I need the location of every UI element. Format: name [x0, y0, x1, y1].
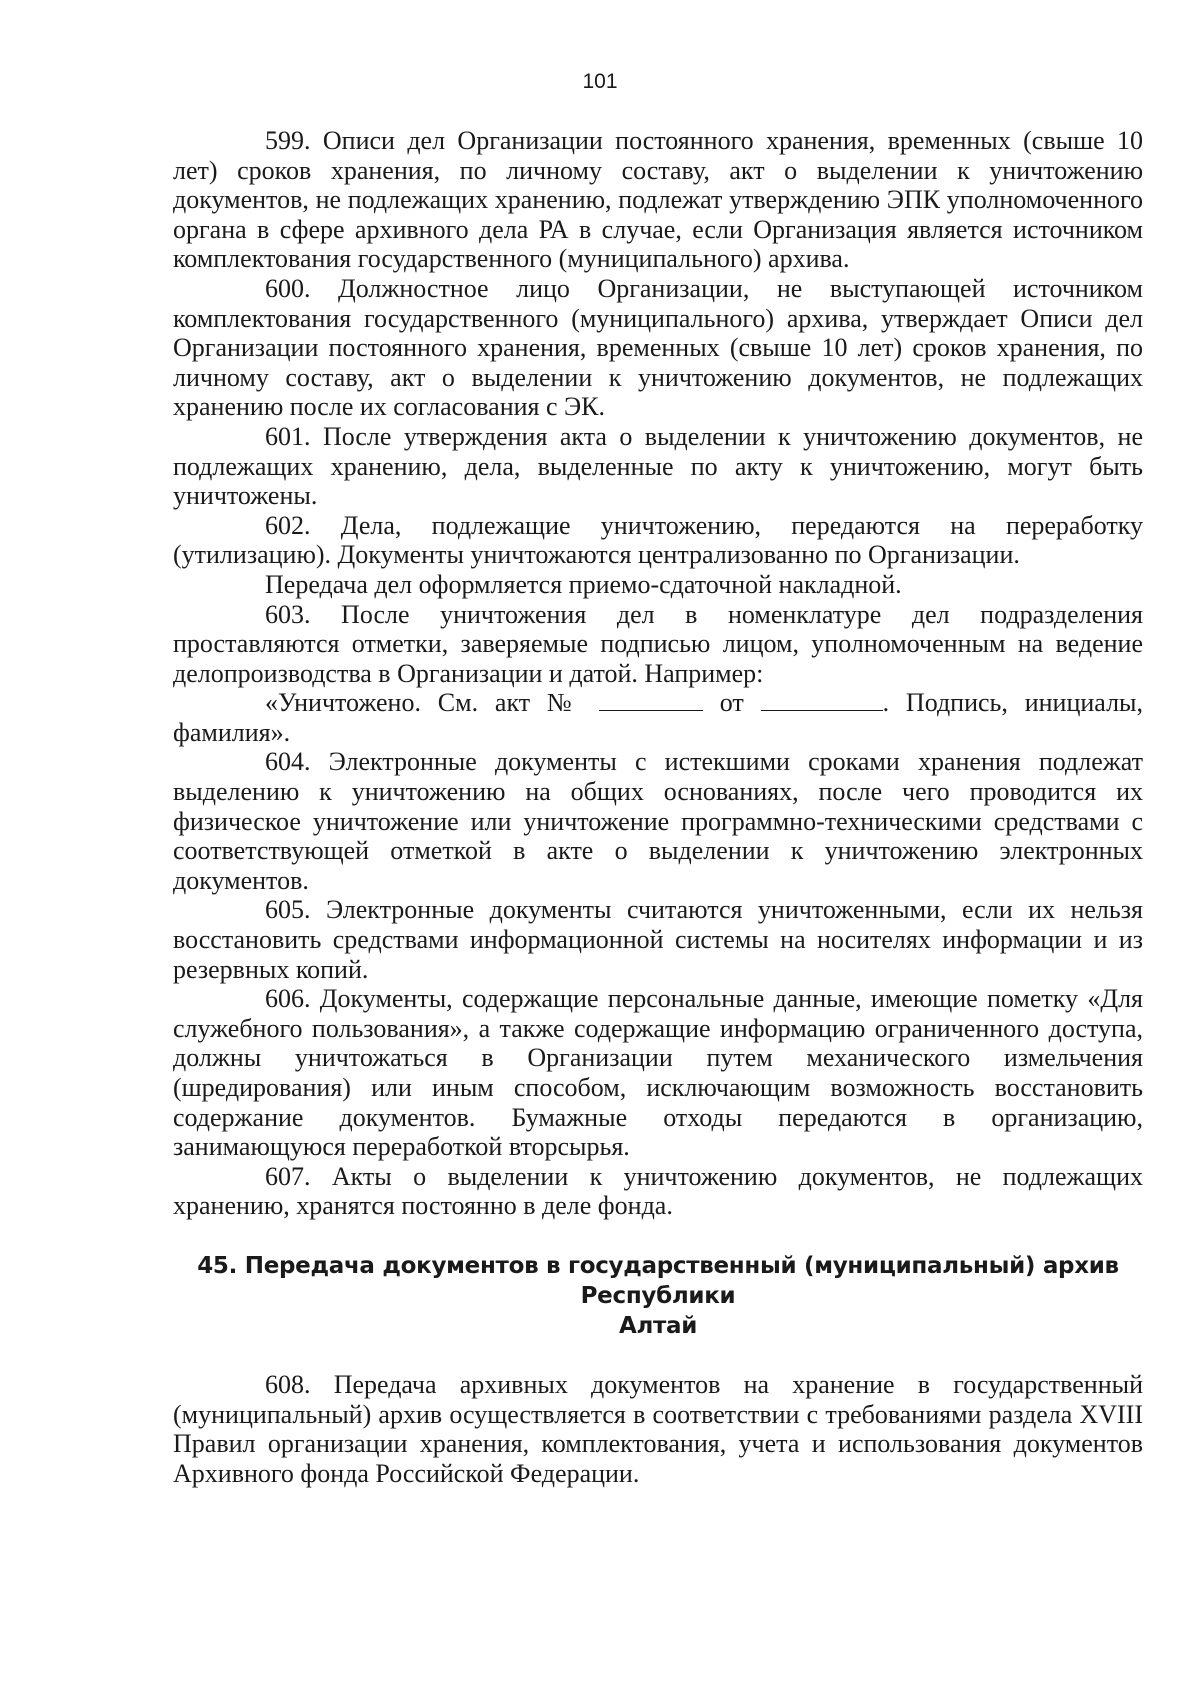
section-heading-line2: Алтай — [618, 1312, 698, 1339]
paragraph-608: 608. Передача архивных документов на хранение в государственный (муниципальный) архив осуществляется в соответствии с требованиями раздела XVIII Правил организации хранения, комплектования, учета и использования документов Архивного фонда Российской Федерации. — [173, 1369, 1143, 1488]
paragraph-604: 604. Электронные документы с истекшими сроками хранения подлежат выделению к уничтожению на общих основаниях, после чего проводится их физическое уничтожение или уничтожение программно-техническими средствами с соответствующей отметкой в акте о выделении к уничтожению электронных документов. — [173, 747, 1143, 895]
paragraph-603: 603. После уничтожения дел в номенклатуре дел подразделения проставляются отметки, заверяемые подписью лицом, уполномоченным на ведение делопроизводства в Организации и датой. Например: — [173, 599, 1143, 688]
paragraph-601: 601. После утверждения акта о выделении к уничтожению документов, не подлежащих хранению, дела, выделенные по акту к уничтожению, могут быть уничтожены. — [173, 421, 1143, 511]
example-mark-text-end: . Подпись, инициалы, фамилия». — [173, 688, 1144, 747]
example-mark-text-from: от — [719, 688, 744, 718]
paragraph-607: 607. Акты о выделении к уничтожению документов, не подлежащих хранению, хранятся постоянно в деле фонда. — [173, 1161, 1143, 1221]
paragraph-605: 605. Электронные документы считаются уничтоженными, если их нельзя восстановить средствами информационной системы на носителях информации и из резервных копий. — [173, 895, 1143, 984]
paragraph-606: 606. Документы, содержащие персональные данные, имеющие пометку «Для служебного пользования», а также содержащие информацию ограниченного доступа, должны уничтожаться в Организации путем механического измельчения (шредирования) или иным способом, исключающим возможность восстановить содержание документов. Бумажные отходы передаются в организацию, занимающуюся переработкой вторсырья. — [173, 984, 1143, 1162]
act-date-blank — [761, 688, 883, 711]
act-number-blank — [599, 688, 703, 711]
example-destruction-mark — [173, 688, 1143, 747]
document-body — [173, 126, 1143, 1488]
paragraph-599: 599. Описи дел Организации постоянного хранения, временных (свыше 10 лет) сроков хранения, по личному составу, акт о выделении к уничтожению документов, не подлежащих хранению, подлежат утверждению ЭПК уполномоченного органа в сфере архивного дела РА в случае, если Организация является источником комплектования государственного (муниципального) архива. — [173, 126, 1143, 274]
section-heading-line1: 45. Передача документов в государственный (муниципальный) архив Республики — [197, 1252, 1119, 1309]
paragraph-602: 602. Дела, подлежащие уничтожению, передаются на переработку (утилизацию). Документы уничтожаются централизованно по Организации. — [173, 510, 1143, 570]
paragraph-600: 600. Должностное лицо Организации, не выступающей источником комплектования государственного (муниципального) архива, утверждает Описи дел Организации постоянного хранения, временных (свыше 10 лет) сроков хранения, по личному составу, акт о выделении к уничтожению документов, не подлежащих хранению после их согласования с ЭК. — [173, 273, 1143, 422]
paragraph-transfer-note: Передача дел оформляется приемо-сдаточной накладной. — [265, 569, 902, 599]
section-heading — [173, 1251, 1143, 1341]
example-mark-text-start: «Уничтожено. См. акт № — [265, 688, 583, 718]
page-number: 101 — [582, 70, 618, 93]
